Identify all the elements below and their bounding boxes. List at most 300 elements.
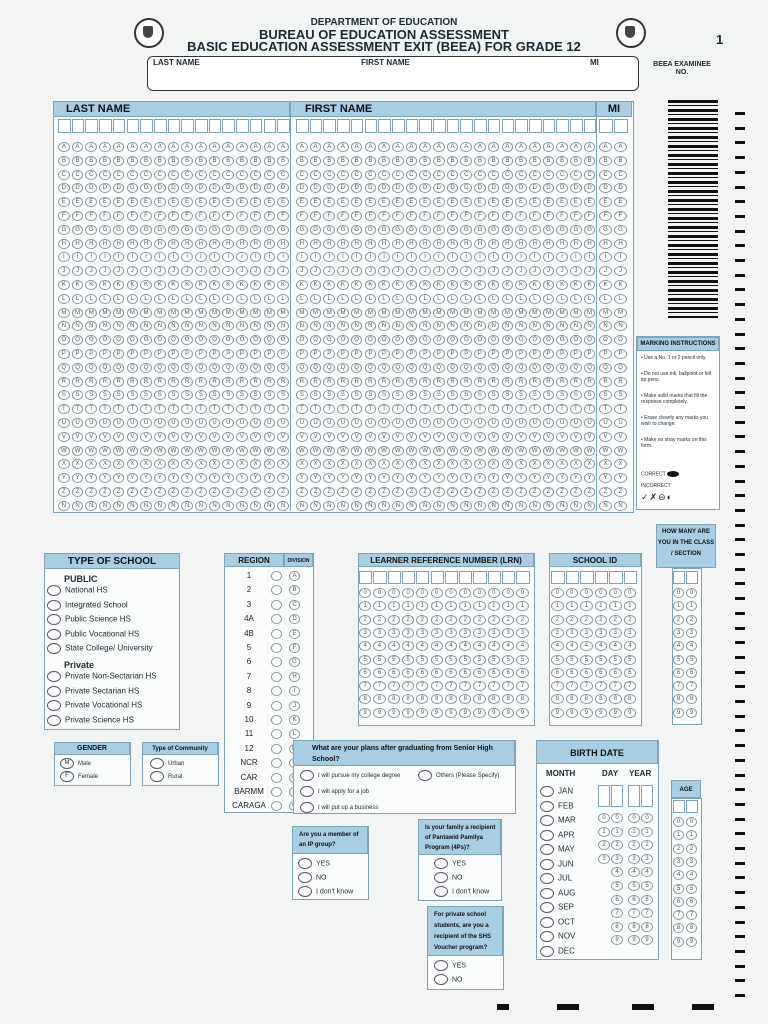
- first-name-bubble[interactable]: Ñ: [502, 501, 514, 511]
- first-name-write-cell[interactable]: [351, 119, 364, 133]
- first-name-bubble[interactable]: X: [529, 459, 541, 469]
- last-name-bubble[interactable]: S: [209, 390, 221, 400]
- first-name-bubble[interactable]: G: [378, 225, 390, 235]
- first-name-bubble[interactable]: E: [406, 197, 418, 207]
- mi-bubble[interactable]: M: [599, 308, 612, 318]
- first-name-bubble[interactable]: F: [419, 211, 431, 221]
- school-id-bubble[interactable]: 2: [609, 615, 622, 625]
- lrn-bubble[interactable]: 0: [373, 588, 385, 598]
- last-name-bubble[interactable]: P: [99, 349, 111, 359]
- last-name-bubble[interactable]: N: [181, 321, 193, 331]
- first-name-bubble[interactable]: T: [515, 404, 527, 414]
- first-name-bubble[interactable]: V: [323, 432, 335, 442]
- first-name-bubble[interactable]: I: [310, 252, 322, 262]
- last-name-bubble[interactable]: W: [154, 446, 166, 456]
- lrn-bubble[interactable]: 1: [473, 601, 485, 611]
- first-name-bubble[interactable]: U: [488, 418, 500, 428]
- first-name-bubble[interactable]: W: [351, 446, 363, 456]
- mi-bubble[interactable]: Q: [599, 363, 612, 373]
- school-id-bubble[interactable]: 7: [551, 681, 564, 691]
- first-name-bubble[interactable]: D: [515, 183, 527, 193]
- first-name-bubble[interactable]: Q: [556, 363, 568, 373]
- first-name-bubble[interactable]: R: [337, 377, 349, 387]
- last-name-bubble[interactable]: Q: [168, 363, 180, 373]
- last-name-bubble[interactable]: I: [58, 252, 70, 262]
- first-name-bubble[interactable]: X: [515, 459, 527, 469]
- first-name-bubble[interactable]: E: [488, 197, 500, 207]
- first-name-bubble[interactable]: T: [474, 404, 486, 414]
- first-name-bubble[interactable]: F: [406, 211, 418, 221]
- class-size-bubble[interactable]: 9: [673, 708, 684, 718]
- first-name-bubble[interactable]: Y: [433, 473, 445, 483]
- last-name-write-cell[interactable]: [140, 119, 153, 133]
- last-name-write-cell[interactable]: [277, 119, 290, 133]
- lrn-bubble[interactable]: 4: [445, 641, 457, 651]
- first-name-bubble[interactable]: Y: [556, 473, 568, 483]
- first-name-bubble[interactable]: J: [310, 266, 322, 276]
- last-name-bubble[interactable]: W: [168, 446, 180, 456]
- gender-bubble[interactable]: F: [60, 771, 74, 782]
- first-name-bubble[interactable]: K: [543, 280, 555, 290]
- first-name-bubble[interactable]: R: [378, 377, 390, 387]
- first-name-bubble[interactable]: A: [447, 142, 459, 152]
- last-name-bubble[interactable]: C: [99, 170, 111, 180]
- first-name-bubble[interactable]: U: [584, 418, 596, 428]
- first-name-bubble[interactable]: M: [584, 308, 596, 318]
- first-name-bubble[interactable]: D: [378, 183, 390, 193]
- last-name-bubble[interactable]: O: [72, 335, 84, 345]
- first-name-bubble[interactable]: P: [392, 349, 404, 359]
- last-name-bubble[interactable]: B: [181, 156, 193, 166]
- last-name-bubble[interactable]: K: [181, 280, 193, 290]
- last-name-bubble[interactable]: I: [168, 252, 180, 262]
- last-name-bubble[interactable]: Y: [72, 473, 84, 483]
- month-option[interactable]: [540, 859, 574, 870]
- first-name-bubble[interactable]: U: [529, 418, 541, 428]
- first-name-write-cell[interactable]: [556, 119, 569, 133]
- last-name-bubble[interactable]: E: [140, 197, 152, 207]
- first-name-bubble[interactable]: W: [419, 446, 431, 456]
- last-name-bubble[interactable]: N: [127, 321, 139, 331]
- school-id-bubble[interactable]: 6: [551, 668, 564, 678]
- last-name-bubble[interactable]: A: [99, 142, 111, 152]
- first-name-bubble[interactable]: Q: [488, 363, 500, 373]
- first-name-bubble[interactable]: O: [502, 335, 514, 345]
- last-name-bubble[interactable]: Y: [181, 473, 193, 483]
- school-id-bubble[interactable]: 3: [580, 628, 593, 638]
- first-name-bubble[interactable]: G: [310, 225, 322, 235]
- first-name-bubble[interactable]: B: [392, 156, 404, 166]
- first-name-bubble[interactable]: I: [556, 252, 568, 262]
- last-name-bubble[interactable]: X: [181, 459, 193, 469]
- last-name-bubble[interactable]: V: [99, 432, 111, 442]
- first-name-write-cell[interactable]: [310, 119, 323, 133]
- first-name-bubble[interactable]: Y: [337, 473, 349, 483]
- last-name-bubble[interactable]: L: [140, 294, 152, 304]
- month-bubble[interactable]: [540, 931, 554, 942]
- first-name-bubble[interactable]: N: [515, 321, 527, 331]
- first-name-bubble[interactable]: R: [419, 377, 431, 387]
- first-name-bubble[interactable]: W: [556, 446, 568, 456]
- last-name-bubble[interactable]: Z: [277, 487, 289, 497]
- school-id-bubble[interactable]: 5: [566, 655, 579, 665]
- first-name-bubble[interactable]: M: [543, 308, 555, 318]
- first-name-bubble[interactable]: S: [570, 390, 582, 400]
- last-name-bubble[interactable]: D: [277, 183, 289, 193]
- last-name-bubble[interactable]: L: [72, 294, 84, 304]
- first-name-bubble[interactable]: V: [502, 432, 514, 442]
- birth-date-bubble[interactable]: 3: [598, 854, 610, 864]
- last-name-bubble[interactable]: M: [209, 308, 221, 318]
- age-bubble[interactable]: 2: [673, 844, 684, 854]
- last-name-bubble[interactable]: M: [72, 308, 84, 318]
- birth-date-bubble[interactable]: 8: [611, 922, 623, 932]
- first-name-bubble[interactable]: E: [392, 197, 404, 207]
- mi-bubble[interactable]: Y: [614, 473, 627, 483]
- last-name-bubble[interactable]: N: [99, 321, 111, 331]
- last-name-bubble[interactable]: C: [222, 170, 234, 180]
- first-name-bubble[interactable]: T: [447, 404, 459, 414]
- lrn-bubble[interactable]: 3: [416, 628, 428, 638]
- first-name-bubble[interactable]: P: [460, 349, 472, 359]
- last-name-bubble[interactable]: X: [85, 459, 97, 469]
- first-name-bubble[interactable]: W: [529, 446, 541, 456]
- school-type-option-bubble[interactable]: [47, 629, 61, 640]
- first-name-bubble[interactable]: G: [447, 225, 459, 235]
- first-name-bubble[interactable]: K: [488, 280, 500, 290]
- lrn-bubble[interactable]: 2: [473, 615, 485, 625]
- lrn-bubble[interactable]: 1: [502, 601, 514, 611]
- school-id-bubble[interactable]: 5: [551, 655, 564, 665]
- first-name-bubble[interactable]: V: [570, 432, 582, 442]
- mi-bubble[interactable]: X: [614, 459, 627, 469]
- last-name-bubble[interactable]: F: [85, 211, 97, 221]
- last-name-bubble[interactable]: C: [154, 170, 166, 180]
- last-name-bubble[interactable]: W: [209, 446, 221, 456]
- first-name-bubble[interactable]: V: [351, 432, 363, 442]
- school-id-bubble[interactable]: 3: [624, 628, 637, 638]
- lrn-bubble[interactable]: 0: [416, 588, 428, 598]
- division-bubble[interactable]: D: [289, 614, 300, 624]
- last-name-bubble[interactable]: W: [140, 446, 152, 456]
- class-size-bubble[interactable]: 6: [673, 668, 684, 678]
- first-name-bubble[interactable]: E: [365, 197, 377, 207]
- lrn-write-cell[interactable]: [402, 571, 415, 584]
- first-name-bubble[interactable]: P: [502, 349, 514, 359]
- birth-date-bubble[interactable]: 7: [611, 908, 623, 918]
- first-name-write-cell[interactable]: [502, 119, 515, 133]
- lrn-write-cell[interactable]: [459, 571, 472, 584]
- school-id-bubble[interactable]: 2: [624, 615, 637, 625]
- first-name-bubble[interactable]: Q: [365, 363, 377, 373]
- first-name-bubble[interactable]: R: [556, 377, 568, 387]
- last-name-bubble[interactable]: V: [250, 432, 262, 442]
- first-name-bubble[interactable]: Ñ: [419, 501, 431, 511]
- voucher-option-bubble[interactable]: [434, 974, 448, 985]
- first-name-bubble[interactable]: C: [529, 170, 541, 180]
- last-name-bubble[interactable]: R: [140, 377, 152, 387]
- lrn-bubble[interactable]: 6: [445, 668, 457, 678]
- first-name-bubble[interactable]: Z: [543, 487, 555, 497]
- last-name-bubble[interactable]: F: [99, 211, 111, 221]
- region-bubble[interactable]: [271, 600, 282, 610]
- last-name-bubble[interactable]: A: [168, 142, 180, 152]
- first-name-bubble[interactable]: W: [584, 446, 596, 456]
- first-name-bubble[interactable]: Z: [378, 487, 390, 497]
- lrn-bubble[interactable]: 4: [359, 641, 371, 651]
- school-id-bubble[interactable]: 7: [580, 681, 593, 691]
- birth-date-bubble[interactable]: 2: [628, 840, 640, 850]
- fourps-option[interactable]: [434, 886, 489, 897]
- month-bubble[interactable]: [540, 873, 554, 884]
- last-name-bubble[interactable]: Y: [250, 473, 262, 483]
- school-id-bubble[interactable]: 6: [595, 668, 608, 678]
- first-name-bubble[interactable]: Ñ: [406, 501, 418, 511]
- first-name-bubble[interactable]: R: [365, 377, 377, 387]
- mi-bubble[interactable]: E: [599, 197, 612, 207]
- first-name-bubble[interactable]: V: [310, 432, 322, 442]
- last-name-bubble[interactable]: A: [277, 142, 289, 152]
- first-name-bubble[interactable]: H: [323, 239, 335, 249]
- last-name-bubble[interactable]: B: [195, 156, 207, 166]
- first-name-bubble[interactable]: M: [365, 308, 377, 318]
- last-name-bubble[interactable]: W: [236, 446, 248, 456]
- first-name-bubble[interactable]: V: [378, 432, 390, 442]
- first-name-bubble[interactable]: N: [351, 321, 363, 331]
- lrn-bubble[interactable]: 1: [445, 601, 457, 611]
- lrn-bubble[interactable]: 4: [473, 641, 485, 651]
- birth-date-bubble[interactable]: 2: [598, 840, 610, 850]
- first-name-bubble[interactable]: H: [584, 239, 596, 249]
- first-name-bubble[interactable]: O: [556, 335, 568, 345]
- first-name-bubble[interactable]: R: [296, 377, 308, 387]
- last-name-bubble[interactable]: X: [72, 459, 84, 469]
- mi-bubble[interactable]: S: [614, 390, 627, 400]
- lrn-bubble[interactable]: 5: [488, 655, 500, 665]
- last-name-bubble[interactable]: U: [195, 418, 207, 428]
- lrn-bubble[interactable]: 8: [373, 694, 385, 704]
- last-name-bubble[interactable]: J: [85, 266, 97, 276]
- last-name-bubble[interactable]: Q: [140, 363, 152, 373]
- last-name-bubble[interactable]: V: [209, 432, 221, 442]
- lrn-bubble[interactable]: 2: [388, 615, 400, 625]
- first-name-bubble[interactable]: O: [515, 335, 527, 345]
- last-name-bubble[interactable]: M: [154, 308, 166, 318]
- community-option-bubble[interactable]: [150, 771, 164, 782]
- first-name-bubble[interactable]: S: [365, 390, 377, 400]
- lrn-bubble[interactable]: 7: [402, 681, 414, 691]
- first-name-bubble[interactable]: Z: [406, 487, 418, 497]
- last-name-bubble[interactable]: C: [250, 170, 262, 180]
- plans-option[interactable]: [300, 770, 400, 781]
- first-name-bubble[interactable]: I: [351, 252, 363, 262]
- last-name-bubble[interactable]: N: [72, 321, 84, 331]
- first-name-bubble[interactable]: J: [570, 266, 582, 276]
- lrn-bubble[interactable]: 9: [388, 708, 400, 718]
- first-name-bubble[interactable]: I: [474, 252, 486, 262]
- last-name-bubble[interactable]: V: [181, 432, 193, 442]
- mi-bubble[interactable]: A: [599, 142, 612, 152]
- mi-bubble[interactable]: K: [599, 280, 612, 290]
- last-name-bubble[interactable]: U: [154, 418, 166, 428]
- first-name-bubble[interactable]: O: [529, 335, 541, 345]
- first-name-bubble[interactable]: F: [351, 211, 363, 221]
- last-name-bubble[interactable]: N: [264, 321, 276, 331]
- class-size-bubble[interactable]: 7: [686, 681, 697, 691]
- first-name-bubble[interactable]: Z: [365, 487, 377, 497]
- first-name-write-cell[interactable]: [392, 119, 405, 133]
- last-name-bubble[interactable]: I: [222, 252, 234, 262]
- last-name-bubble[interactable]: S: [264, 390, 276, 400]
- first-name-bubble[interactable]: O: [392, 335, 404, 345]
- school-id-bubble[interactable]: 1: [609, 601, 622, 611]
- first-name-bubble[interactable]: G: [529, 225, 541, 235]
- first-name-bubble[interactable]: V: [460, 432, 472, 442]
- last-name-bubble[interactable]: R: [58, 377, 70, 387]
- last-name-bubble[interactable]: M: [58, 308, 70, 318]
- lrn-bubble[interactable]: 2: [445, 615, 457, 625]
- last-name-bubble[interactable]: M: [264, 308, 276, 318]
- first-name-bubble[interactable]: L: [529, 294, 541, 304]
- class-size-bubble[interactable]: 1: [686, 601, 697, 611]
- last-name-bubble[interactable]: M: [127, 308, 139, 318]
- first-name-bubble[interactable]: D: [365, 183, 377, 193]
- school-id-bubble[interactable]: 7: [624, 681, 637, 691]
- first-name-bubble[interactable]: L: [323, 294, 335, 304]
- first-name-bubble[interactable]: R: [529, 377, 541, 387]
- class-size-bubble[interactable]: 4: [686, 641, 697, 651]
- last-name-bubble[interactable]: J: [195, 266, 207, 276]
- last-name-bubble[interactable]: Z: [195, 487, 207, 497]
- first-name-bubble[interactable]: B: [323, 156, 335, 166]
- first-name-bubble[interactable]: K: [447, 280, 459, 290]
- first-name-bubble[interactable]: C: [310, 170, 322, 180]
- first-name-bubble[interactable]: Y: [447, 473, 459, 483]
- first-name-bubble[interactable]: E: [543, 197, 555, 207]
- school-type-option-bubble[interactable]: [47, 715, 61, 726]
- mi-bubble[interactable]: Z: [614, 487, 627, 497]
- last-name-bubble[interactable]: B: [250, 156, 262, 166]
- last-name-bubble[interactable]: A: [264, 142, 276, 152]
- first-name-bubble[interactable]: J: [296, 266, 308, 276]
- first-name-bubble[interactable]: A: [296, 142, 308, 152]
- lrn-bubble[interactable]: 6: [416, 668, 428, 678]
- month-bubble[interactable]: [540, 946, 554, 957]
- last-name-bubble[interactable]: F: [236, 211, 248, 221]
- last-name-bubble[interactable]: Y: [85, 473, 97, 483]
- last-name-bubble[interactable]: L: [181, 294, 193, 304]
- first-name-bubble[interactable]: T: [488, 404, 500, 414]
- first-name-bubble[interactable]: A: [584, 142, 596, 152]
- first-name-bubble[interactable]: K: [296, 280, 308, 290]
- first-name-bubble[interactable]: Q: [474, 363, 486, 373]
- birth-date-bubble[interactable]: 2: [641, 840, 653, 850]
- class-size-bubble[interactable]: 7: [673, 681, 684, 691]
- birth-date-bubble[interactable]: 3: [641, 854, 653, 864]
- first-name-bubble[interactable]: K: [323, 280, 335, 290]
- first-name-bubble[interactable]: J: [378, 266, 390, 276]
- first-name-bubble[interactable]: D: [433, 183, 445, 193]
- region-bubble[interactable]: [271, 773, 282, 783]
- first-name-bubble[interactable]: R: [406, 377, 418, 387]
- last-name-write-cell[interactable]: [58, 119, 71, 133]
- last-name-bubble[interactable]: Ñ: [209, 501, 221, 511]
- last-name-bubble[interactable]: L: [85, 294, 97, 304]
- last-name-bubble[interactable]: C: [58, 170, 70, 180]
- first-name-bubble[interactable]: B: [584, 156, 596, 166]
- first-name-bubble[interactable]: S: [378, 390, 390, 400]
- last-name-bubble[interactable]: S: [99, 390, 111, 400]
- last-name-bubble[interactable]: U: [236, 418, 248, 428]
- lrn-bubble[interactable]: 8: [473, 694, 485, 704]
- first-name-bubble[interactable]: Ñ: [515, 501, 527, 511]
- last-name-bubble[interactable]: A: [140, 142, 152, 152]
- last-name-bubble[interactable]: U: [85, 418, 97, 428]
- first-name-bubble[interactable]: M: [310, 308, 322, 318]
- plans-option-bubble[interactable]: [300, 786, 314, 797]
- last-name-bubble[interactable]: I: [250, 252, 262, 262]
- first-name-bubble[interactable]: A: [474, 142, 486, 152]
- school-id-bubble[interactable]: 2: [566, 615, 579, 625]
- lrn-bubble[interactable]: 9: [416, 708, 428, 718]
- first-name-bubble[interactable]: H: [460, 239, 472, 249]
- lrn-bubble[interactable]: 3: [388, 628, 400, 638]
- mi-bubble[interactable]: L: [599, 294, 612, 304]
- last-name-bubble[interactable]: Ñ: [154, 501, 166, 511]
- lrn-bubble[interactable]: 2: [416, 615, 428, 625]
- first-name-bubble[interactable]: L: [515, 294, 527, 304]
- last-name-bubble[interactable]: T: [113, 404, 125, 414]
- first-name-bubble[interactable]: B: [502, 156, 514, 166]
- last-name-bubble[interactable]: W: [99, 446, 111, 456]
- first-name-bubble[interactable]: O: [406, 335, 418, 345]
- first-name-bubble[interactable]: I: [365, 252, 377, 262]
- lrn-bubble[interactable]: 0: [402, 588, 414, 598]
- last-name-bubble[interactable]: O: [140, 335, 152, 345]
- lrn-bubble[interactable]: 1: [431, 601, 443, 611]
- school-type-option[interactable]: [47, 629, 139, 640]
- first-name-bubble[interactable]: K: [474, 280, 486, 290]
- first-name-bubble[interactable]: R: [543, 377, 555, 387]
- first-name-bubble[interactable]: U: [433, 418, 445, 428]
- last-name-bubble[interactable]: W: [85, 446, 97, 456]
- first-name-bubble[interactable]: A: [543, 142, 555, 152]
- school-id-bubble[interactable]: 7: [566, 681, 579, 691]
- school-id-bubble[interactable]: 3: [595, 628, 608, 638]
- last-name-bubble[interactable]: A: [181, 142, 193, 152]
- last-name-bubble[interactable]: K: [113, 280, 125, 290]
- ip-group-option-bubble[interactable]: [298, 858, 312, 869]
- last-name-bubble[interactable]: K: [127, 280, 139, 290]
- first-name-bubble[interactable]: B: [556, 156, 568, 166]
- mi-bubble[interactable]: V: [599, 432, 612, 442]
- school-type-option-bubble[interactable]: [47, 700, 61, 711]
- first-name-bubble[interactable]: C: [433, 170, 445, 180]
- first-name-bubble[interactable]: W: [447, 446, 459, 456]
- birth-date-bubble[interactable]: 4: [611, 867, 623, 877]
- first-name-bubble[interactable]: Q: [433, 363, 445, 373]
- first-name-bubble[interactable]: O: [488, 335, 500, 345]
- first-name-bubble[interactable]: U: [556, 418, 568, 428]
- month-option[interactable]: [540, 917, 575, 928]
- last-name-bubble[interactable]: R: [264, 377, 276, 387]
- first-name-bubble[interactable]: Q: [406, 363, 418, 373]
- last-name-bubble[interactable]: O: [264, 335, 276, 345]
- first-name-bubble[interactable]: A: [365, 142, 377, 152]
- first-name-bubble[interactable]: Q: [392, 363, 404, 373]
- first-name-bubble[interactable]: T: [365, 404, 377, 414]
- first-name-bubble[interactable]: W: [460, 446, 472, 456]
